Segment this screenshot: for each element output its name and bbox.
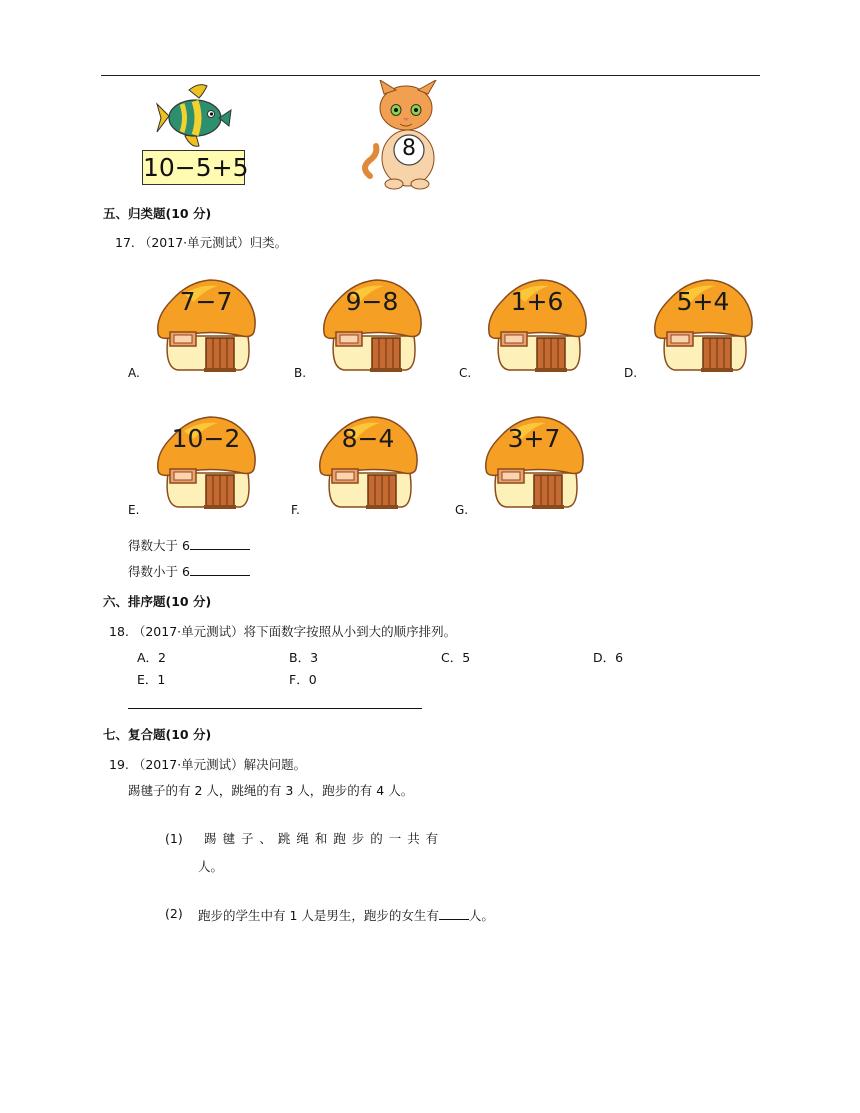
option-b: B．3 <box>289 650 319 665</box>
section-5-title: 五、归类题(10 分) <box>103 206 212 221</box>
house-expression: 5+4 <box>676 287 730 316</box>
house-expression: 3+7 <box>507 424 561 453</box>
house-label-e: E. <box>128 503 140 517</box>
house-expression: 1+6 <box>510 287 564 316</box>
question-19: 19. （2017·单元测试）解决问题。 <box>109 757 307 772</box>
house-expression: 9−8 <box>345 287 399 316</box>
option-c: C．5 <box>441 650 471 665</box>
sub-question-1-line2: 人。 <box>198 859 224 874</box>
house-expression: 7−7 <box>179 287 233 316</box>
house-label-a: A. <box>128 366 140 380</box>
greater-than-6-answer-blank[interactable] <box>190 537 250 550</box>
house-label-f: F. <box>291 503 300 517</box>
mushroom-house-a <box>154 276 258 374</box>
mushroom-house-g <box>482 413 586 511</box>
ordering-answer-line[interactable] <box>128 708 422 709</box>
option-e: E．1 <box>137 672 166 687</box>
fish-expression-card: 10−5+5 <box>142 150 245 185</box>
mushroom-house-d <box>651 276 755 374</box>
house-expression: 10−2 <box>171 424 241 453</box>
top-rule <box>101 75 760 76</box>
option-d: D．6 <box>593 650 624 665</box>
section-6-title: 六、排序题(10 分) <box>103 594 212 609</box>
sub-question-1-number: (1) <box>165 831 183 846</box>
house-label-d: D. <box>624 366 638 380</box>
sub-question-1-line1: 踢 毽 子 、 跳 绳 和 跑 步 的 一 共 有 <box>204 831 440 846</box>
option-f: F．0 <box>289 672 317 687</box>
house-expression: 8−4 <box>341 424 395 453</box>
greater-than-6-line <box>128 536 250 554</box>
less-than-6-answer-blank[interactable] <box>190 563 250 576</box>
sub-question-2-unit: 人。 <box>468 908 494 923</box>
question-17: 17. （2017·单元测试）归类。 <box>115 235 288 250</box>
greater-than-6-label: 得数大于 6 <box>128 538 190 553</box>
fish-icon <box>155 80 233 150</box>
less-than-6-label: 得数小于 6 <box>128 564 190 579</box>
sub-question-2-number: (2) <box>165 906 183 921</box>
sub-question-2-line <box>198 906 494 924</box>
mushroom-house-c <box>485 276 589 374</box>
house-label-b: B. <box>294 366 307 380</box>
mushroom-house-b <box>320 276 424 374</box>
sub-question-2-answer-blank[interactable] <box>439 907 469 920</box>
cat-number: 8 <box>402 136 416 161</box>
sub-question-2-text: 跑步的学生中有 1 人是男生，跑步的女生有 <box>198 908 439 923</box>
question-18: 18. （2017·单元测试）将下面数字按照从小到大的顺序排列。 <box>109 624 457 639</box>
mushroom-house-f <box>316 413 420 511</box>
house-label-g: G. <box>455 503 469 517</box>
mushroom-house-e <box>154 413 258 511</box>
less-than-6-line <box>128 562 250 580</box>
section-7-title: 七、复合题(10 分) <box>103 727 212 742</box>
house-label-c: C. <box>459 366 472 380</box>
question-19-context: 踢毽子的有 2 人，跳绳的有 3 人，跑步的有 4 人。 <box>128 783 414 798</box>
option-a: A．2 <box>137 650 167 665</box>
